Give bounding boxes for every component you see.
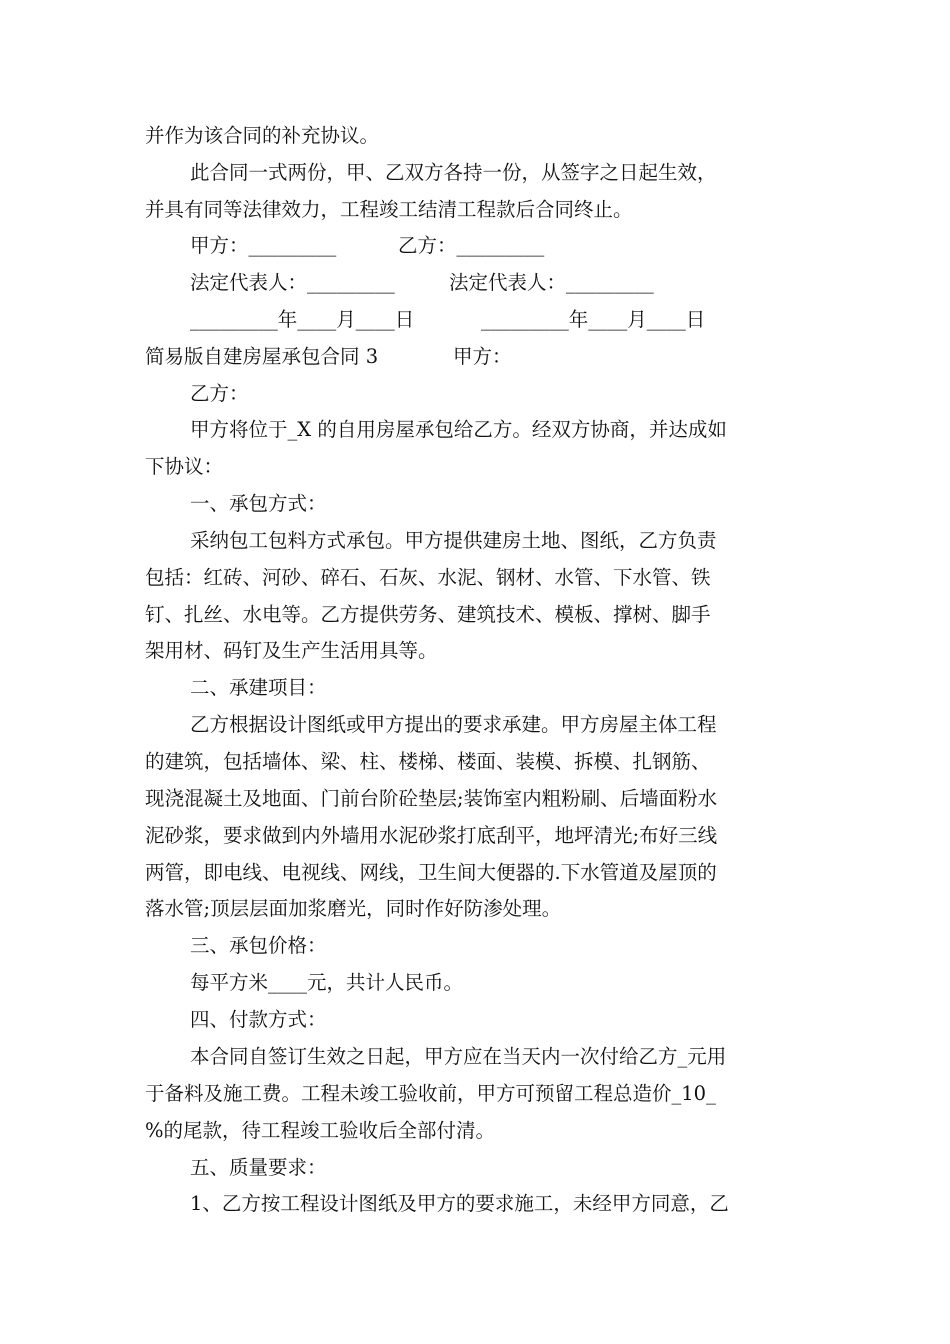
contract-heading: 简易版自建房屋承包合同 3: [145, 345, 379, 368]
section-heading: 五、质量要求：: [190, 1156, 327, 1179]
text-line: 两管，即电线、电视线、网线，卫生间大便器的.下水管道及屋顶的: [145, 861, 717, 884]
text-line: 落水管;顶层层面加浆磨光，同时作好防渗处理。: [145, 897, 562, 920]
text-line: 每平方米____元，共计人民币。: [190, 971, 464, 994]
party-b-signature-line: 乙方：_________: [398, 234, 545, 257]
party-a-date-line: _________年____月____日: [190, 308, 415, 331]
text-line: 乙方根据设计图纸或甲方提出的要求承建。甲方房屋主体工程: [190, 713, 717, 736]
section-heading: 二、承建项目：: [190, 676, 327, 699]
text-line: 泥砂浆，要求做到内外墙用水泥砂浆打底刮平，地坪清光;布好三线: [145, 824, 718, 847]
party-a-label: 甲方：: [453, 345, 512, 368]
text-line: 包括：红砖、河砂、碎石、石灰、水泥、钢材、水管、下水管、铁: [145, 566, 711, 589]
section-heading: 四、付款方式：: [190, 1008, 327, 1031]
text-line: 甲方将位于_X 的自用房屋承包给乙方。经双方协商，并达成如: [190, 418, 727, 441]
text-line: 下协议：: [145, 455, 224, 478]
section-heading: 一、承包方式：: [190, 492, 327, 515]
text-line: 的建筑，包括墙体、梁、柱、楼梯、楼面、装模、拆模、扎钢筋、: [145, 750, 711, 773]
text-line: 并作为该合同的补充协议。: [145, 124, 380, 147]
party-b-representative-line: 法定代表人：_________: [449, 271, 654, 294]
text-line: 1、乙方按工程设计图纸及甲方的要求施工，未经甲方同意，乙: [190, 1192, 729, 1215]
party-b-date-line: _________年____月____日: [481, 308, 706, 331]
section-heading: 三、承包价格：: [190, 934, 327, 957]
text-line: 此合同一式两份，甲、乙双方各持一份，从签字之日起生效，: [190, 161, 717, 184]
text-line: 采纳包工包料方式承包。甲方提供建房土地、图纸，乙方负责: [190, 529, 717, 552]
party-b-label: 乙方：: [190, 382, 249, 405]
text-line: 本合同自签订生效之日起，甲方应在当天内一次付给乙方_元用: [190, 1045, 727, 1068]
text-line: 钉、扎丝、水电等。乙方提供劳务、建筑技术、模板、撑树、脚手: [145, 603, 711, 626]
party-a-representative-line: 法定代表人：_________: [190, 271, 395, 294]
text-line: 现浇混凝土及地面、门前台阶砼垫层;装饰室内粗粉刷、后墙面粉水: [145, 787, 718, 810]
text-line: 并具有同等法律效力，工程竣工结清工程款后合同终止。: [145, 198, 633, 221]
text-line: 架用材、码钉及生产生活用具等。: [145, 639, 438, 662]
party-a-signature-line: 甲方：_________: [190, 234, 337, 257]
text-line: %的尾款，待工程竣工验收后全部付清。: [145, 1119, 496, 1142]
text-line: 于备料及施工费。工程未竣工验收前，甲方可预留工程总造价_10_: [145, 1082, 716, 1105]
